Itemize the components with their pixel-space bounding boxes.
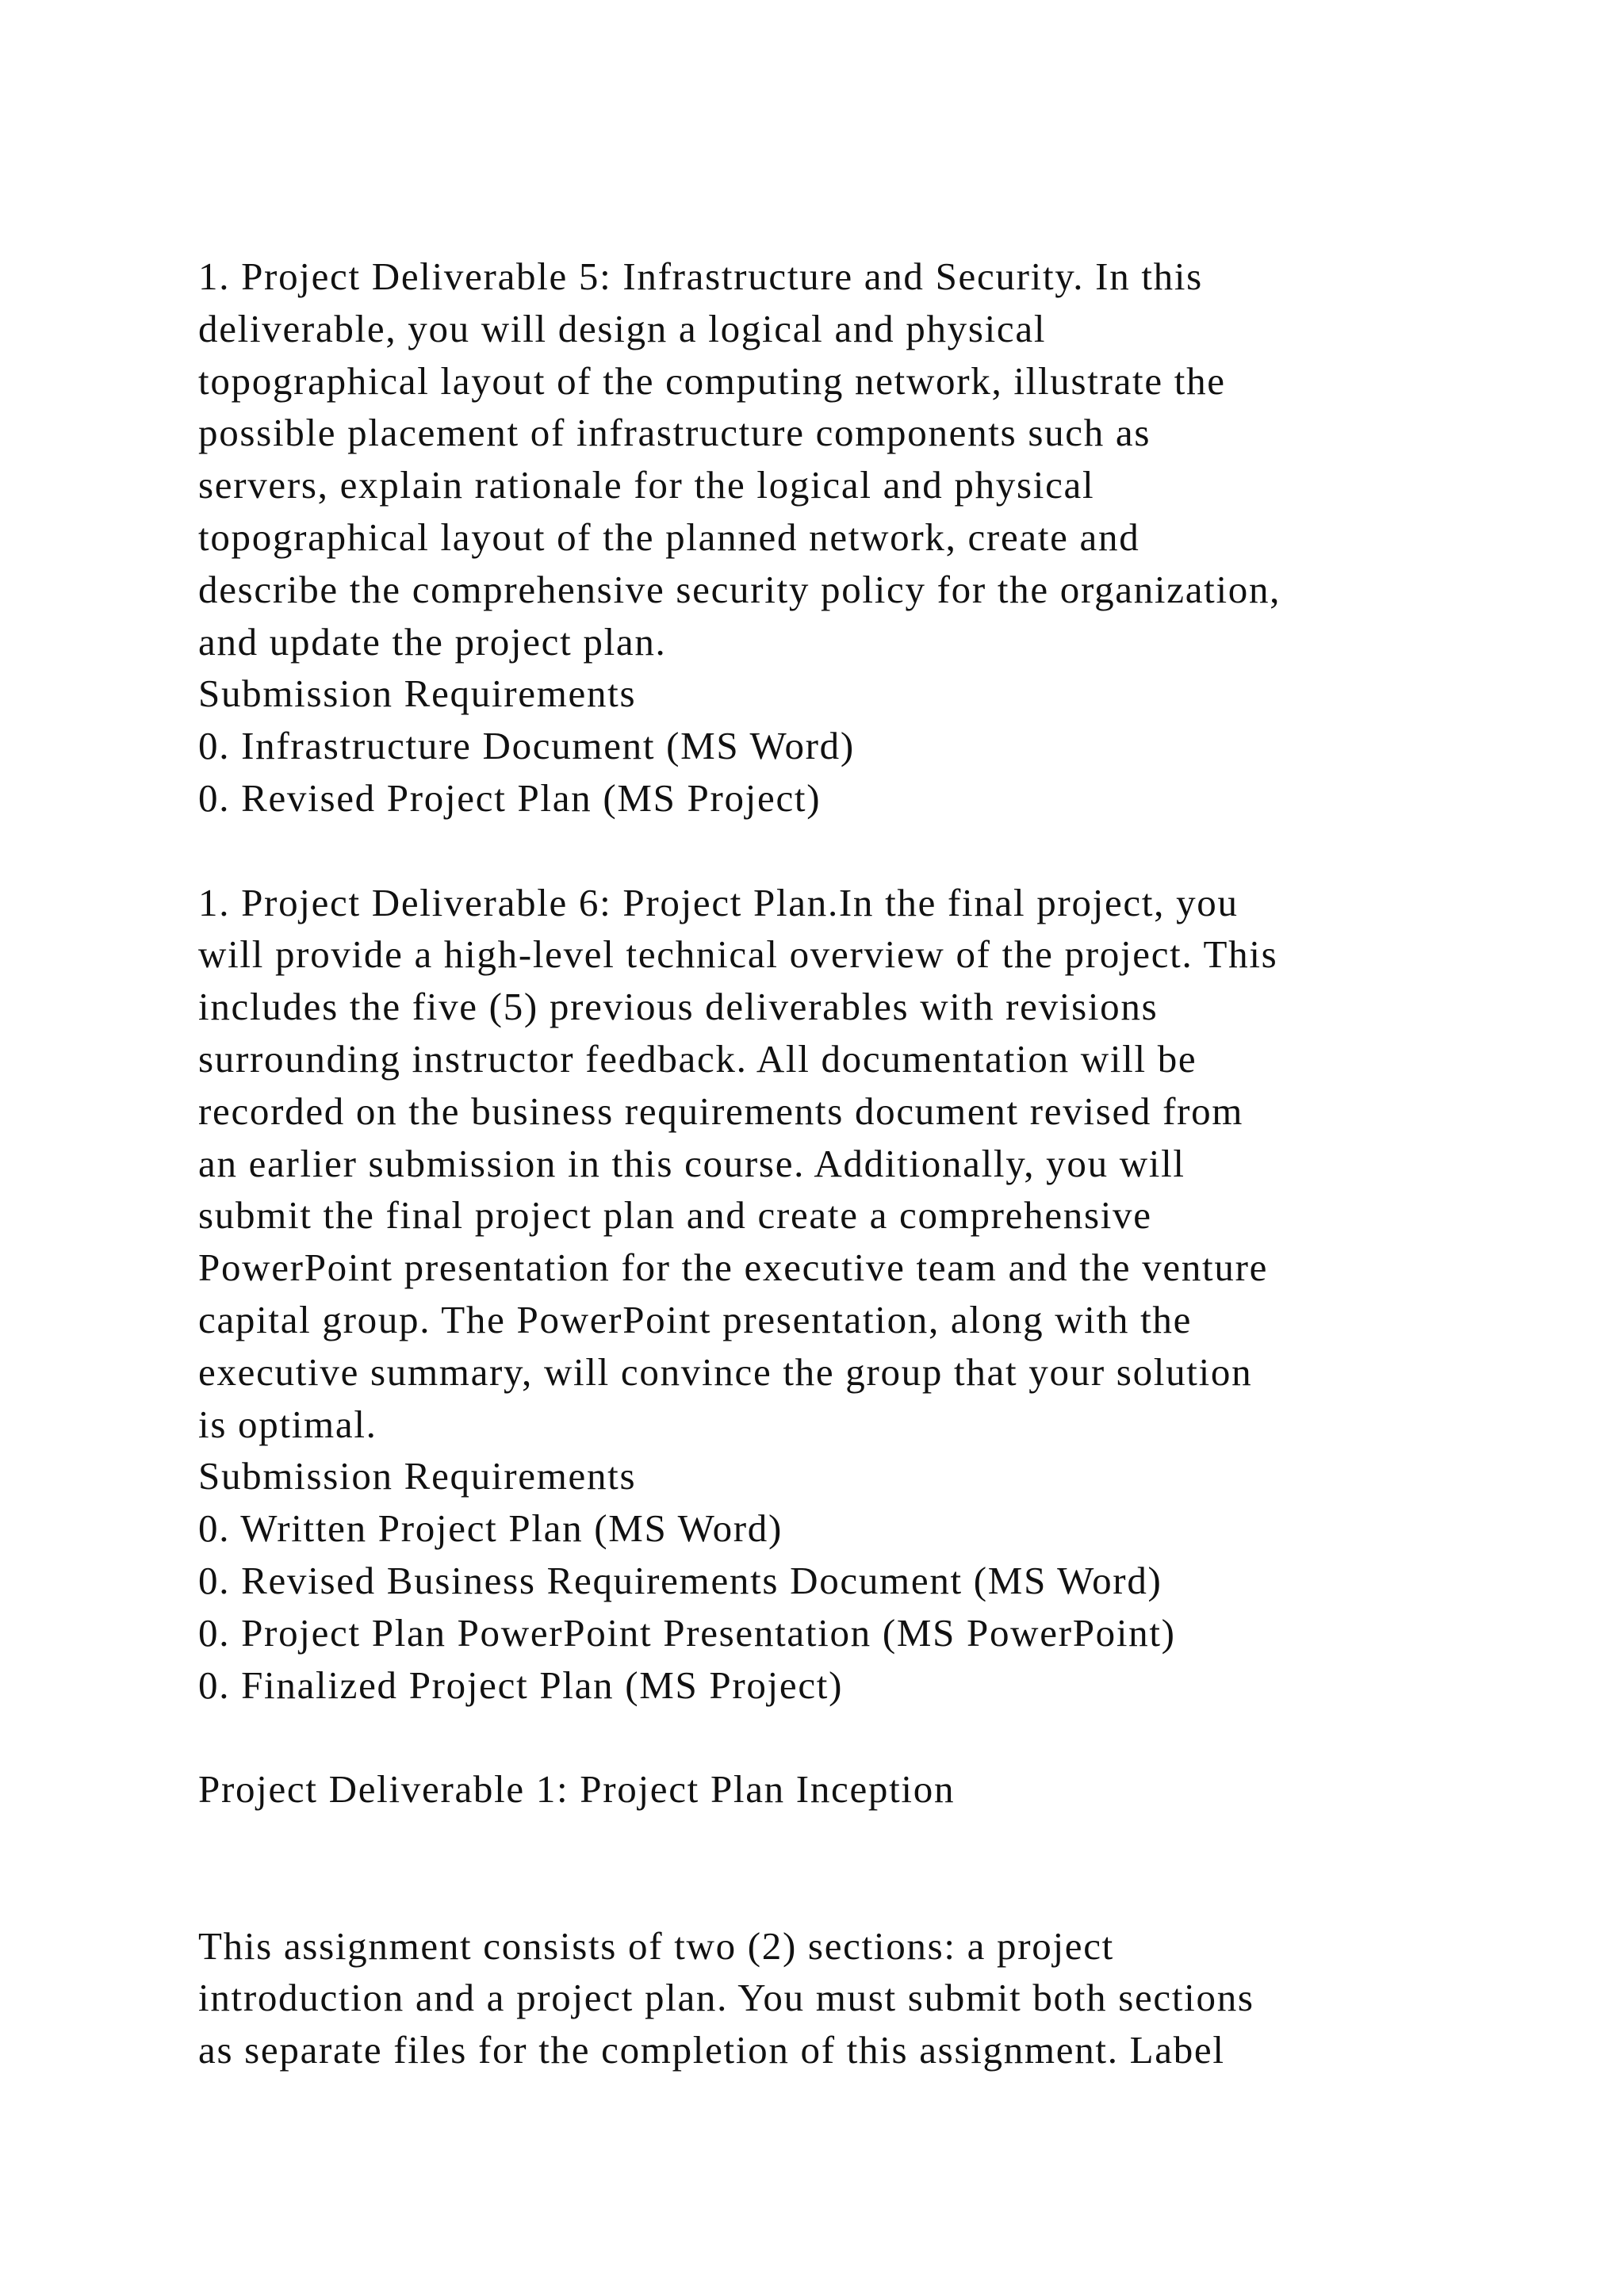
paragraph-line: capital group. The PowerPoint presentation, along with the — [198, 1297, 1193, 1341]
blank-line — [198, 1816, 1483, 1868]
requirement-item: 0. Infrastructure Document (MS Word) — [198, 724, 855, 768]
paragraph-line: introduction and a project plan. You must submit both sections — [198, 1976, 1254, 2020]
requirement-item: 0. Written Project Plan (MS Word) — [198, 1506, 783, 1551]
paragraph-line: topographical layout of the planned network, create and — [198, 515, 1140, 559]
document-body — [198, 251, 1483, 2076]
paragraph-line: 1. Project Deliverable 5: Infrastructure and Security. In this — [198, 254, 1203, 298]
blank-line — [198, 1711, 1483, 1763]
deliverable-1-title: Project Deliverable 1: Project Plan Inception — [198, 1767, 956, 1812]
paragraph-line: This assignment consists of two (2) sections: a project — [198, 1923, 1114, 1968]
blank-line — [198, 825, 1483, 877]
paragraph-line: executive summary, will convince the group that your solution — [198, 1349, 1253, 1394]
paragraph-line: PowerPoint presentation for the executive team and the venture — [198, 1246, 1269, 1290]
requirement-item: 0. Revised Business Requirements Document (MS Word) — [198, 1558, 1162, 1602]
paragraph-line: surrounding instructor feedback. All documentation will be — [198, 1036, 1197, 1081]
paragraph-line: will provide a high-level technical overview of the project. This — [198, 932, 1278, 977]
paragraph-line: submit the final project plan and create a comprehensive — [198, 1193, 1152, 1238]
paragraph-line: includes the five (5) previous deliverables with revisions — [198, 985, 1159, 1029]
paragraph-line: servers, explain rationale for the logical and physical — [198, 463, 1095, 507]
blank-line — [198, 1868, 1483, 1920]
paragraph-line: topographical layout of the computing network, illustrate the — [198, 358, 1226, 403]
paragraph-line: is optimal. — [198, 1402, 377, 1446]
paragraph-line: describe the comprehensive security policy for the organization, — [198, 567, 1281, 611]
paragraph-line: recorded on the business requirements document revised from — [198, 1089, 1244, 1133]
requirement-item: 0. Finalized Project Plan (MS Project) — [198, 1663, 844, 1707]
deliverable-6-requirements-list — [198, 1502, 1483, 1711]
requirement-item: 0. Revised Project Plan (MS Project) — [198, 775, 822, 820]
deliverable-5-paragraph — [198, 251, 1483, 668]
paragraph-line: possible placement of infrastructure components such as — [198, 411, 1151, 455]
requirement-item: 0. Project Plan PowerPoint Presentation (MS PowerPoint) — [198, 1610, 1176, 1655]
paragraph-line: an earlier submission in this course. Additionally, you will — [198, 1141, 1185, 1185]
deliverable-6-paragraph — [198, 877, 1483, 1451]
assignment-intro-paragraph — [198, 1920, 1483, 2076]
paragraph-line: deliverable, you will design a logical and physical — [198, 306, 1047, 350]
paragraph-line: as separate files for the completion of this assignment. Label — [198, 2028, 1225, 2072]
paragraph-line: and update the project plan. — [198, 619, 667, 664]
deliverable-5-requirements-list — [198, 720, 1483, 825]
paragraph-line: 1. Project Deliverable 6: Project Plan.In the final project, you — [198, 880, 1239, 924]
submission-requirements-heading: Submission Requirements — [198, 672, 637, 716]
submission-requirements-heading: Submission Requirements — [198, 1454, 637, 1498]
